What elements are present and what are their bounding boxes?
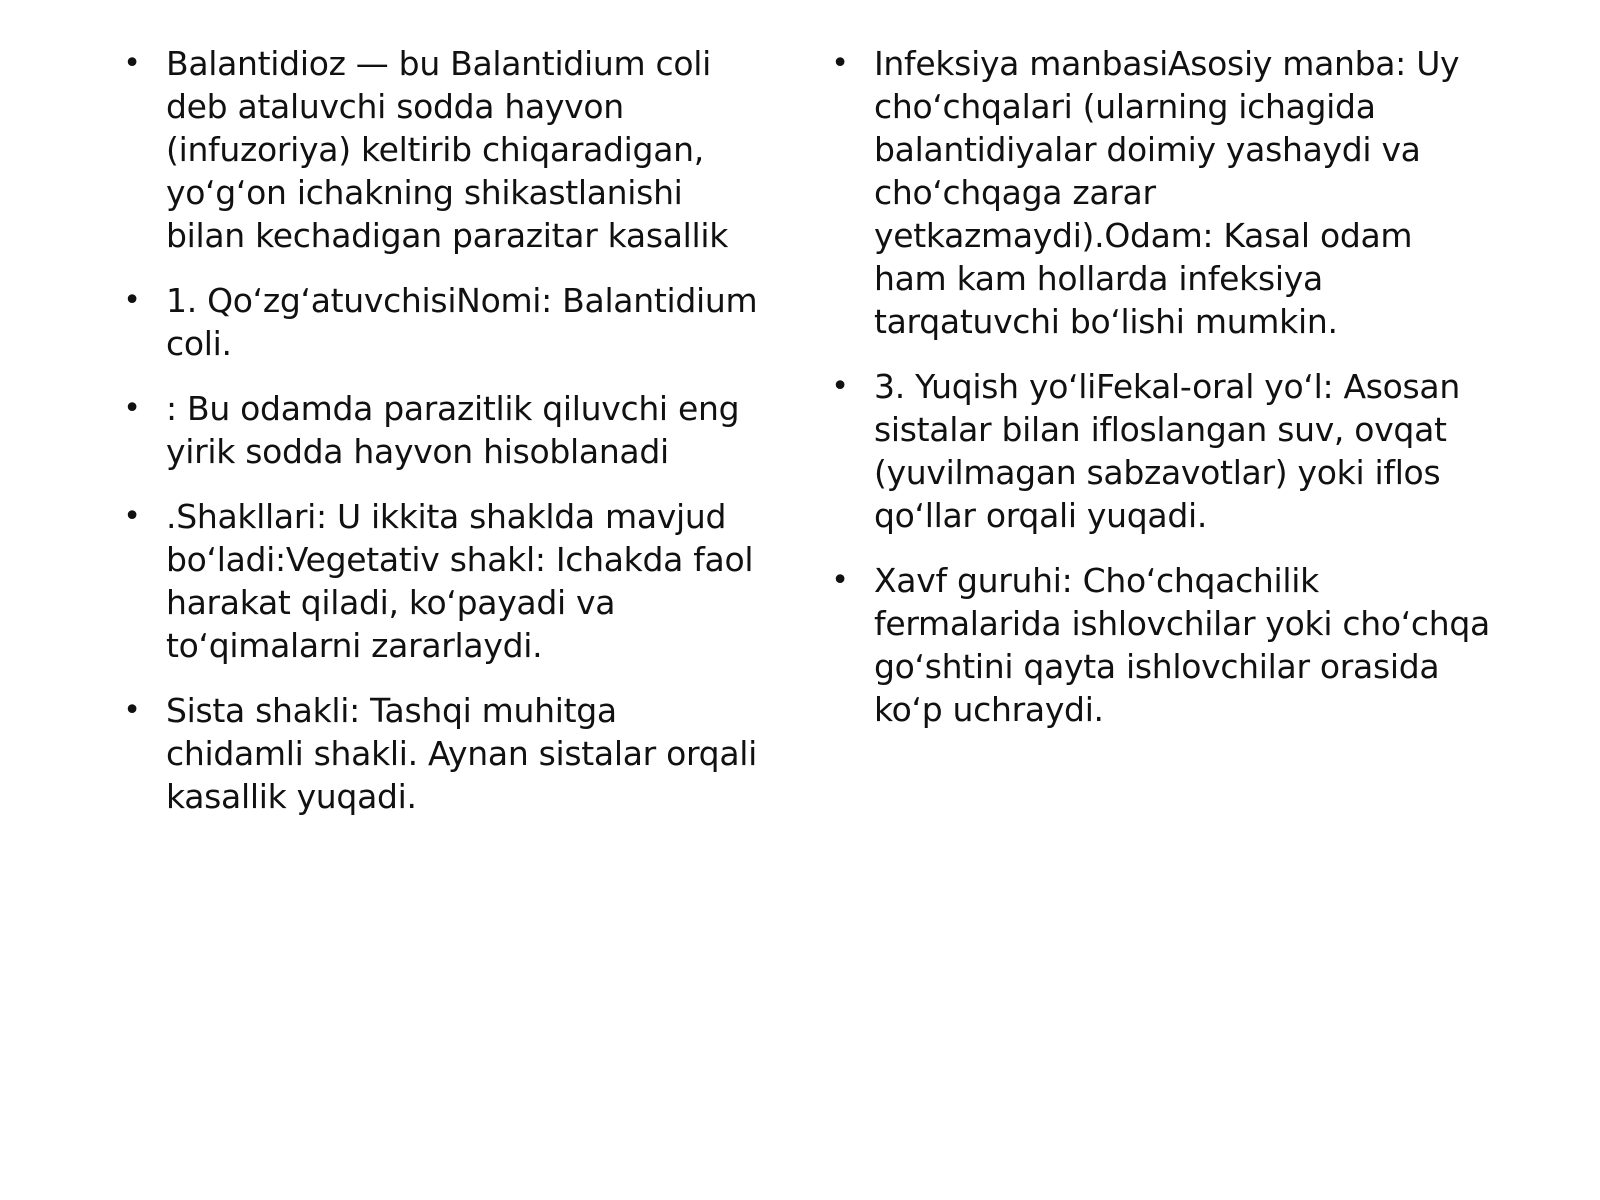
bullet-item <box>122 42 762 257</box>
bullet-icon: • <box>831 46 849 81</box>
bullet-text: 1. QoʻzgʻatuvchisiNomi: Balantidium coli. <box>166 281 758 363</box>
bullet-text: Balantidioz — bu Balantidium coli deb ataluvchi sodda hayvon (infuzoriya) keltirib chiqaradigan, yoʻgʻon ichakning shikastlanishi bilan kechadigan parazitar kasallik <box>166 44 729 255</box>
bullet-item <box>830 559 1490 731</box>
bullet-text: 3. Yuqish yoʻliFekal-oral yoʻl: Asosan sistalar bilan ifloslangan suv, ovqat (yuvilmagan sabzavotlar) yoki iflos qoʻllar orqali yuqadi. <box>874 367 1460 535</box>
bullet-text: .Shakllari: U ikkita shaklda mavjud boʻladi:Vegetativ shakl: Ichakda faol harakat qiladi, koʻpayadi va toʻqimalarni zararlaydi. <box>166 497 754 665</box>
bullet-text: Sista shakli: Tashqi muhitga chidamli shakli. Aynan sistalar orqali kasallik yuqadi. <box>166 691 757 816</box>
right-column-list <box>830 42 1490 753</box>
bullet-icon: • <box>831 563 849 598</box>
bullet-item <box>830 365 1490 537</box>
left-column-list <box>122 42 762 840</box>
bullet-icon: • <box>123 693 141 728</box>
bullet-icon: • <box>123 46 141 81</box>
bullet-item <box>122 689 762 818</box>
bullet-item <box>122 387 762 473</box>
bullet-item <box>830 42 1490 343</box>
bullet-text: Xavf guruhi: Choʻchqachilik fermalarida ishlovchilar yoki choʻchqa goʻshtini qayta ishlovchilar orasida koʻp uchraydi. <box>874 561 1490 729</box>
bullet-icon: • <box>123 499 141 534</box>
bullet-item <box>122 495 762 667</box>
bullet-icon: • <box>831 369 849 404</box>
bullet-item <box>122 279 762 365</box>
bullet-text: : Bu odamda parazitlik qiluvchi eng yirik sodda hayvon hisoblanadi <box>166 389 740 471</box>
bullet-icon: • <box>123 283 141 318</box>
bullet-icon: • <box>123 391 141 426</box>
bullet-text: Infeksiya manbasiAsosiy manba: Uy choʻchqalari (ularning ichagida balantidiyalar doimiy yashaydi va choʻchqaga zarar yetkazmaydi).Odam: Kasal odam ham kam hollarda infeksiya tarqatuvchi boʻlishi mumkin. <box>874 44 1460 341</box>
